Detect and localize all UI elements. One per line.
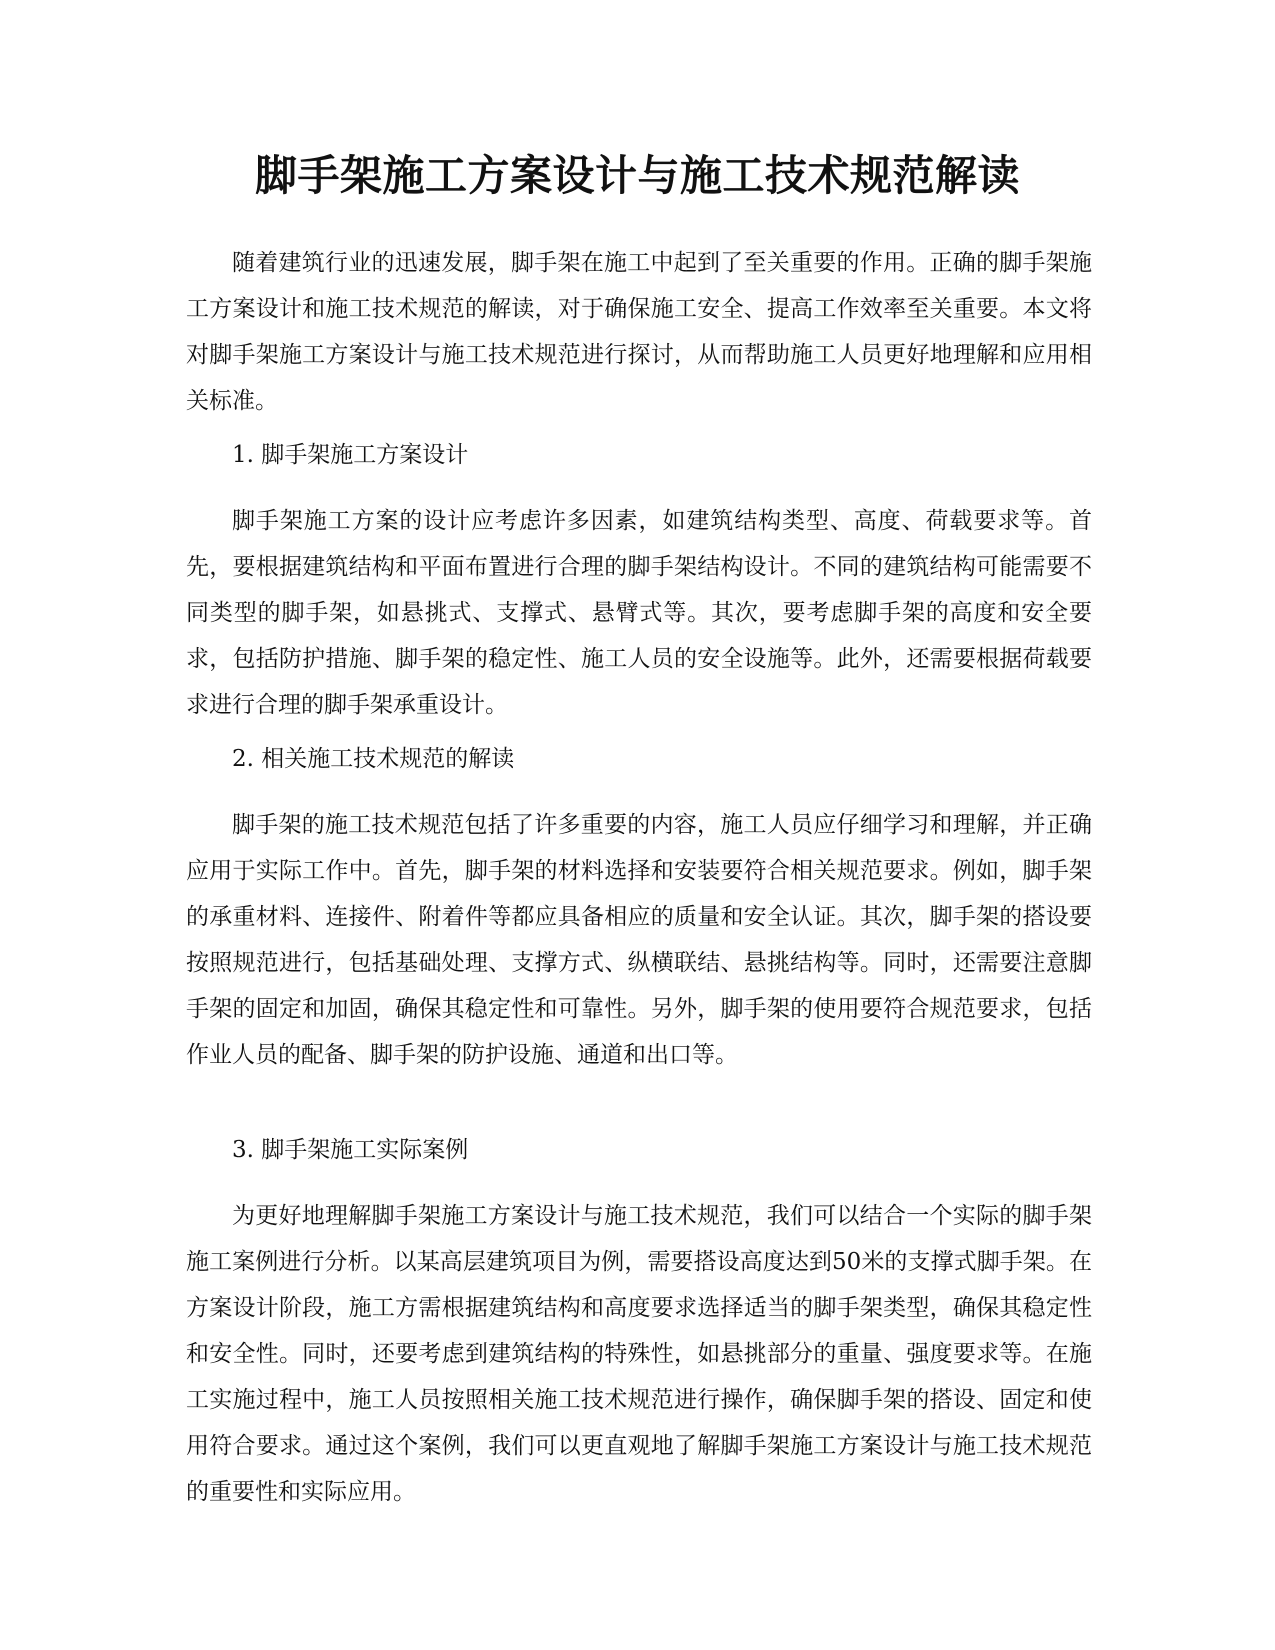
document-title: 脚手架施工方案设计与施工技术规范解读 — [254, 151, 1020, 200]
section-body-2: 脚手架的施工技术规范包括了许多重要的内容，施工人员应仔细学习和理解，并正确应用于实际工作中。首先，脚手架的材料选择和安装要符合相关规范要求。例如，脚手架的承重材料、连接件、附着件等都应具备相应的质量和安全认证。其次，脚手架的搭设要按照规范进行，包括基础处理、支撑方式、纵横联结、悬挑结构等。同时，还需要注意脚手架的固定和加固，确保其稳定性和可靠性。另外，脚手架的使用要符合规范要求，包括作业人员的配备、脚手架的防护设施、通道和出口等。 — [186, 812, 1092, 1068]
section-heading-1: 1. 脚手架施工方案设计 — [232, 442, 469, 468]
intro-paragraph: 随着建筑行业的迅速发展，脚手架在施工中起到了至关重要的作用。正确的脚手架施工方案设计和施工技术规范的解读，对于确保施工安全、提高工作效率至关重要。本文将对脚手架施工方案设计与施工技术规范进行探讨，从而帮助施工人员更好地理解和应用相关标准。 — [186, 250, 1092, 414]
section-body-3: 为更好地理解脚手架施工方案设计与施工技术规范，我们可以结合一个实际的脚手架施工案例进行分析。以某高层建筑项目为例，需要搭设高度达到50米的支撑式脚手架。在方案设计阶段，施工方需根据建筑结构和高度要求选择适当的脚手架类型，确保其稳定性和安全性。同时，还要考虑到建筑结构的特殊性，如悬挑部分的重量、强度要求等。在施工实施过程中，施工人员按照相关施工技术规范进行操作，确保脚手架的搭设、固定和使用符合要求。通过这个案例，我们可以更直观地了解脚手架施工方案设计与施工技术规范的重要性和实际应用。 — [186, 1203, 1092, 1505]
section-body-1: 脚手架施工方案的设计应考虑许多因素，如建筑结构类型、高度、荷载要求等。首先，要根据建筑结构和平面布置进行合理的脚手架结构设计。不同的建筑结构可能需要不同类型的脚手架，如悬挑式、支撑式、悬臂式等。其次，要考虑脚手架的高度和安全要求，包括防护措施、脚手架的稳定性、施工人员的安全设施等。此外，还需要根据荷载要求进行合理的脚手架承重设计。 — [186, 508, 1092, 718]
section-heading-2: 2. 相关施工技术规范的解读 — [232, 746, 515, 772]
section-heading-3: 3. 脚手架施工实际案例 — [232, 1137, 469, 1163]
